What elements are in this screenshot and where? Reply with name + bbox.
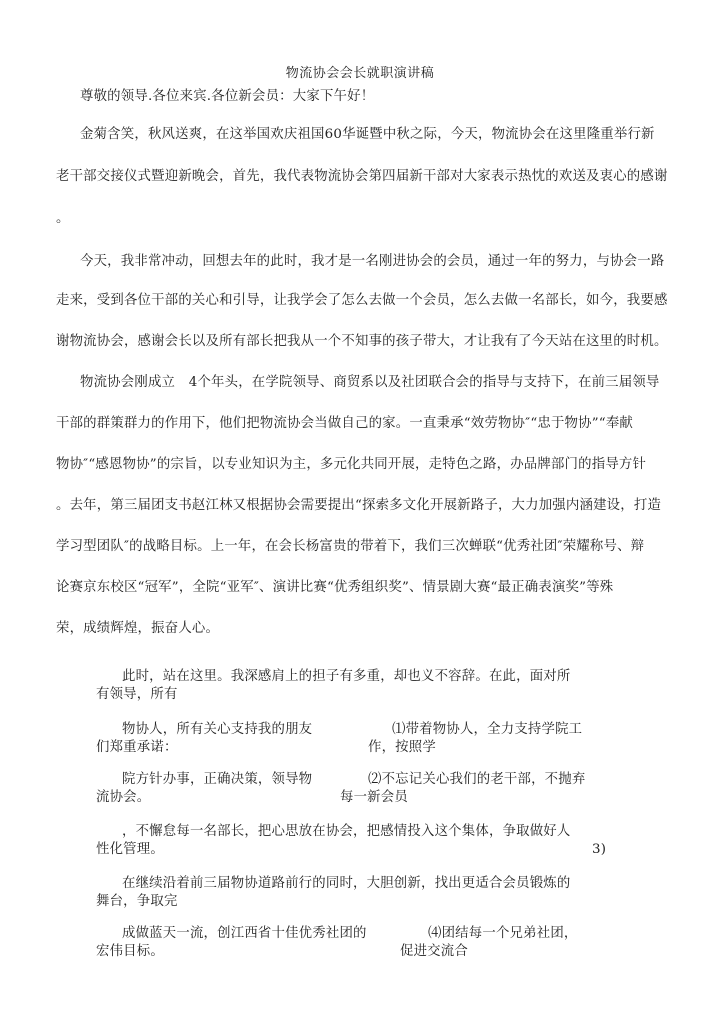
block2-right-line-2: 作，按照学 bbox=[368, 740, 436, 755]
block2-right-line-1: ⑴带着物协人，全力支持学院工 bbox=[392, 722, 583, 737]
block2-left-line-2: 们郑重承诺： bbox=[96, 740, 178, 755]
para3-line-7: 荣，成绩辉煌，振奋人心。 bbox=[56, 621, 220, 636]
block6-left-line-1: 成做蓝天一流，创江西省十佳优秀社团的 bbox=[122, 926, 367, 941]
para2-line-1: 今天，我非常冲动，回想去年的此时，我才是一名刚进协会的会员，通过一年的努力，与协会一路 bbox=[80, 254, 665, 269]
para3-line-2: 干部的群策群力的作用下，他们把物流协会当做自己的家。一直秉承“效劳物协″“忠于物协”“奉献 bbox=[56, 416, 634, 431]
block5-line-1: 在继续沿着前三届物协道路前行的同时，大胆创新，找出更适合会员锻炼的 bbox=[122, 876, 571, 891]
block6-right-line-2: 促进交流合 bbox=[400, 944, 468, 959]
para3-line-1: 物流协会刚成立 4个年头，在学院领导、商贸系以及社团联合会的指导与支持下，在前三届领导 bbox=[80, 375, 660, 390]
para3-line-3: 物协″“感恩物协”的宗旨，以专业知识为主，多元化共同开展，走特色之路，办品牌部门的指导方针 bbox=[56, 457, 647, 472]
block2-left-line-1: 物协人，所有关心支持我的朋友 bbox=[122, 722, 313, 737]
para3-line-5: 学习型团队″的战略目标。上一年，在会长杨富贵的带着下，我们三次蝉联“优秀社团″荣耀称号、辩 bbox=[56, 539, 645, 554]
para2-line-3: 谢物流协会，感谢会长以及所有部长把我从一个不知事的孩子带大，才让我有了今天站在这里的时机。 bbox=[56, 334, 668, 349]
block3-left-line-1: 院方针办事，正确决策，领导物 bbox=[122, 772, 313, 787]
para3-line-4: 。去年，第三届团支书赵江林又根据协会需要提出“探索多文化开展新路子，大力加强内涵建设，打造 bbox=[56, 498, 662, 513]
block3-right-line-1: ⑵不忘记关心我们的老干部，不抛弃 bbox=[368, 772, 586, 787]
block6-left-line-2: 宏伟目标。 bbox=[96, 944, 164, 959]
document-title: 物流协会会长就职演讲稿 bbox=[285, 66, 435, 81]
block1-line-2: 有领导，所有 bbox=[96, 687, 178, 702]
para2-line-2: 走来，受到各位干部的关心和引导，让我学会了怎么去做一个会员，怎么去做一名部长，如今，我要感 bbox=[56, 293, 668, 308]
block4-marker: 3) bbox=[592, 842, 607, 857]
para3-line-6: 论赛京东校区“冠军”，全院“亚军″、演讲比赛“优秀组织奖”、情景剧大赛“最正确表演奖”等殊 bbox=[56, 580, 614, 595]
greeting-line: 尊敬的领导.各位来宾.各位新会员：大家下午好！ bbox=[80, 89, 375, 104]
para1-line-3: 。 bbox=[56, 211, 70, 226]
para1-line-2: 老干部交接仪式暨迎新晚会，首先，我代表物流协会第四届新干部对大家表示热忱的欢送及衷心的感谢 bbox=[56, 169, 668, 184]
block5-line-2: 舞台，争取完 bbox=[96, 894, 178, 909]
block3-left-line-2: 流协会。 bbox=[96, 790, 151, 805]
block3-right-line-2: 每一新会员 bbox=[340, 790, 408, 805]
block6-right-line-1: ⑷团结每一个兄弟社团， bbox=[428, 926, 578, 941]
block1-line-1: 此时，站在这里。我深感肩上的担子有多重，却也义不容辞。在此，面对所 bbox=[122, 669, 571, 684]
block4-line-1: ，不懈怠每一名部长，把心思放在协会，把感情投入这个集体，争取做好人 bbox=[122, 824, 571, 839]
para1-line-1: 金菊含笑，秋风送爽，在这举国欢庆祖国60华诞暨中秋之际，今天，物流协会在这里隆重举行新 bbox=[80, 127, 655, 142]
block4-line-2: 性化管理。 bbox=[96, 842, 164, 857]
